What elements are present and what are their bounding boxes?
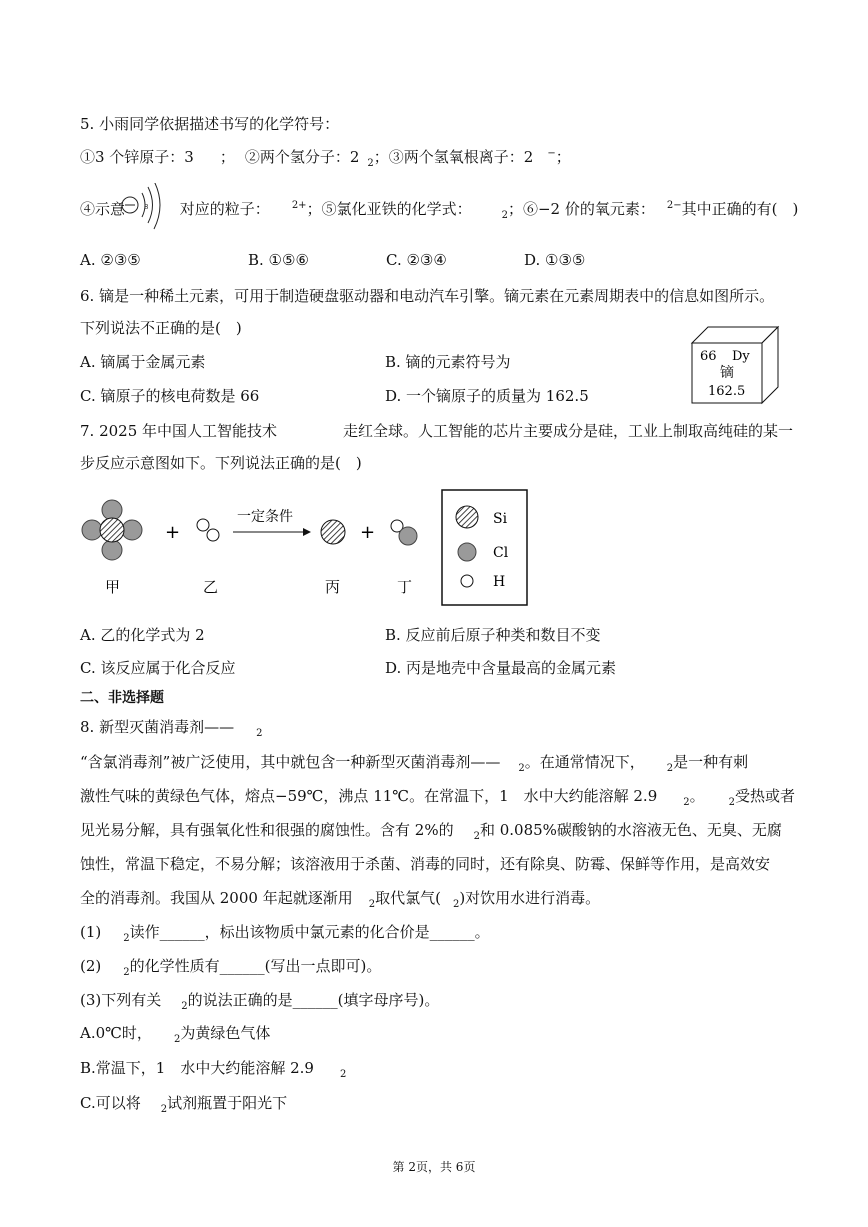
q8-p1-c: 。在通常情况下，: [524, 753, 645, 771]
q8-oA-a: A.0℃时，: [80, 1024, 152, 1042]
q5-line1-c: ②两个氢分子：2: [244, 148, 360, 166]
q8-oC-a: C.可以将: [80, 1094, 141, 1112]
molecule-bing: [321, 520, 345, 544]
q8-option-c[interactable]: [80, 1093, 287, 1116]
label-bing: 丙: [325, 578, 341, 596]
q5-line1-sub: 2: [367, 158, 374, 169]
molecule-jia: [82, 500, 142, 560]
q8-oC-c: 试剂瓶置于阳光下: [167, 1094, 288, 1112]
q6-option-b[interactable]: B. 镝的元素符号为: [385, 353, 511, 371]
element-symbol: Dy: [732, 349, 750, 364]
reaction-condition: 一定条件: [237, 509, 293, 525]
q5-stem: 5. 小雨同学依据描述书写的化学符号：: [80, 115, 340, 133]
q7-option-b[interactable]: B. 反应前后原子种类和数目不变: [385, 626, 601, 644]
element-name: 镝: [720, 365, 734, 381]
q8-title-sub: 2: [256, 728, 263, 739]
atom-structure-diagram: [120, 183, 176, 231]
element-number: 66: [700, 349, 717, 364]
q8-s3-c: 的说法正确的是______(填字母序号)。: [187, 991, 440, 1009]
q8-oC-b: 2: [160, 1104, 168, 1115]
q8-p5-c: 取代氯气(: [375, 889, 441, 907]
q6-option-c[interactable]: C. 镝原子的核电荷数是 66: [80, 387, 260, 405]
q8-s1-b: 2: [123, 933, 130, 944]
q6-option-d[interactable]: D. 一个镝原子的质量为 162.5: [385, 387, 589, 405]
q8-p1-a: “含氯消毒剂”被广泛使用，其中就包含一种新型灭菌消毒剂——: [80, 753, 501, 771]
q8-p1-b: 2: [518, 763, 525, 774]
q8-option-b[interactable]: [80, 1058, 346, 1081]
reaction-diagram: [75, 488, 535, 613]
q8-para-2: [80, 786, 795, 809]
q6-stem-1: 6. 镝是一种稀土元素，可用于制造硬盘驱动器和电动汽车引擎。镝元素在元素周期表中的信息如图所示。: [80, 287, 775, 305]
q8-p3-a: 见光易分解，具有强氧化性和很强的腐蚀性。含有 2%的: [80, 821, 454, 839]
q5-line1-a: ①3 个锌原子：3: [80, 148, 194, 166]
q8-p2-c: 。: [689, 787, 705, 805]
q8-p2-a: 激性气味的黄绿色气体，熔点−59℃，沸点 11℃。在常温下，1 水中大约能溶解 2.9: [80, 787, 658, 805]
diagram-legend: [442, 490, 527, 605]
section-heading: 二、非选择题: [80, 690, 164, 706]
q8-s3-a: (3)下列有关: [80, 991, 162, 1009]
q8-para-5: [80, 888, 600, 911]
q8-s2-c: 的化学性质有______(写出一点即可)。: [129, 957, 382, 975]
q5-line1: [80, 147, 571, 170]
q8-oB-b: 2: [339, 1069, 347, 1080]
legend-cl: Cl: [493, 545, 509, 561]
legend-h: H: [493, 574, 506, 590]
q8-title-text: 8. 新型灭菌消毒剂——: [80, 718, 235, 736]
q5-line1-e: ；③两个氢氧根离子：2: [373, 148, 534, 166]
q5-line2-sup2: 2−: [666, 200, 682, 211]
element-cell-diagram: [690, 325, 790, 405]
q5-line2-b: 对应的粒子：: [179, 200, 270, 218]
q5-line2-h: 其中正确的有( ): [681, 200, 799, 218]
q8-para-1: [80, 752, 748, 775]
q8-option-a[interactable]: [80, 1023, 270, 1046]
molecule-ding: [391, 520, 417, 545]
q7-option-d[interactable]: D. 丙是地壳中含量最高的金属元素: [385, 659, 617, 677]
q5-line1-g: ；: [555, 148, 571, 166]
label-jia: 甲: [105, 578, 121, 596]
q5-line2-f: ；⑥−2 价的氧元素：: [507, 200, 655, 218]
q8-p1-e: 是一种有刺: [673, 753, 749, 771]
q8-s2-a: (2): [80, 957, 102, 975]
q5-line2-sup1: 2+: [291, 200, 307, 211]
plus-sign-1: +: [165, 522, 181, 543]
q8-p2-b: 2: [683, 797, 690, 808]
plus-sign-2: +: [360, 522, 376, 543]
element-mass: 162.5: [708, 384, 746, 399]
q8-p5-a: 全的消毒剂。我国从 2000 年起就逐渐用: [80, 889, 353, 907]
q8-p1-d: 2: [666, 763, 674, 774]
q8-subq-2[interactable]: [80, 956, 381, 979]
q8-para-3: [80, 820, 782, 843]
q7-stem-1a: 7. 2025 年中国人工智能技术: [80, 422, 278, 440]
q8-s1-a: (1): [80, 923, 102, 941]
label-yi: 乙: [203, 578, 219, 596]
q7-option-a[interactable]: A. 乙的化学式为 2: [80, 626, 205, 644]
q5-line2-sub: 2: [501, 210, 508, 221]
q8-p5-e: )对饮用水进行消毒。: [459, 889, 601, 907]
q8-oB-a: B.常温下，1 水中大约能溶解 2.9: [80, 1059, 314, 1077]
q5-line2: [80, 199, 798, 222]
q8-p3-b: 2: [473, 831, 480, 842]
q8-oA-b: 2: [173, 1034, 181, 1045]
q6-stem-2: 下列说法不正确的是( ): [80, 319, 242, 337]
q8-subq-1[interactable]: [80, 922, 490, 945]
q7-stem-1: [80, 421, 793, 441]
q7-stem-2: 步反应示意图如下。下列说法正确的是( ): [80, 454, 362, 472]
q7-option-c[interactable]: C. 该反应属于化合反应: [80, 659, 236, 677]
q5-line2-a: ④示意: [80, 200, 126, 218]
legend-si: Si: [493, 511, 508, 527]
molecule-yi: [197, 519, 219, 541]
q8-p2-d: 2: [728, 797, 736, 808]
q8-oA-c: 为黄绿色气体: [180, 1024, 271, 1042]
q8-p5-b: 2: [368, 899, 376, 910]
q8-title: [80, 717, 262, 740]
q5-line2-d: ；⑤氯化亚铁的化学式：: [306, 200, 472, 218]
svg-text:8: 8: [144, 203, 149, 211]
label-ding: 丁: [397, 578, 413, 596]
q6-option-a[interactable]: A. 镝属于金属元素: [80, 353, 206, 371]
page-footer: 第 2页，共 6页: [392, 1160, 476, 1174]
q8-p3-c: 和 0.085%碳酸钠的水溶液无色、无臭、无腐: [479, 821, 782, 839]
q5-option-b[interactable]: B. ①⑤⑥: [248, 251, 309, 269]
q8-s1-c: 读作______，标出该物质中氯元素的化合价是______。: [129, 923, 490, 941]
q8-subq-3[interactable]: [80, 990, 439, 1013]
q5-line1-sup: −: [547, 148, 556, 159]
q5-option-d[interactable]: D. ①③⑤: [524, 251, 586, 269]
q8-p2-e: 受热或者: [735, 787, 796, 805]
q8-para-4: 蚀性，常温下稳定，不易分解；该溶液用于杀菌、消毒的同时，还有除臭、防霉、保鲜等作用，是高效安: [80, 855, 771, 873]
q5-option-c[interactable]: C. ②③④: [386, 251, 447, 269]
q8-s2-b: 2: [123, 967, 130, 978]
q7-stem-1b: 走红全球。人工智能的芯片主要成分是硅，工业上制取高纯硅的某一: [343, 422, 794, 440]
q8-s3-b: 2: [181, 1001, 188, 1012]
q8-p5-d: 2: [452, 899, 460, 910]
q5-line1-b: ；: [219, 148, 235, 166]
q5-option-a[interactable]: A. ②③⑤: [80, 251, 141, 269]
